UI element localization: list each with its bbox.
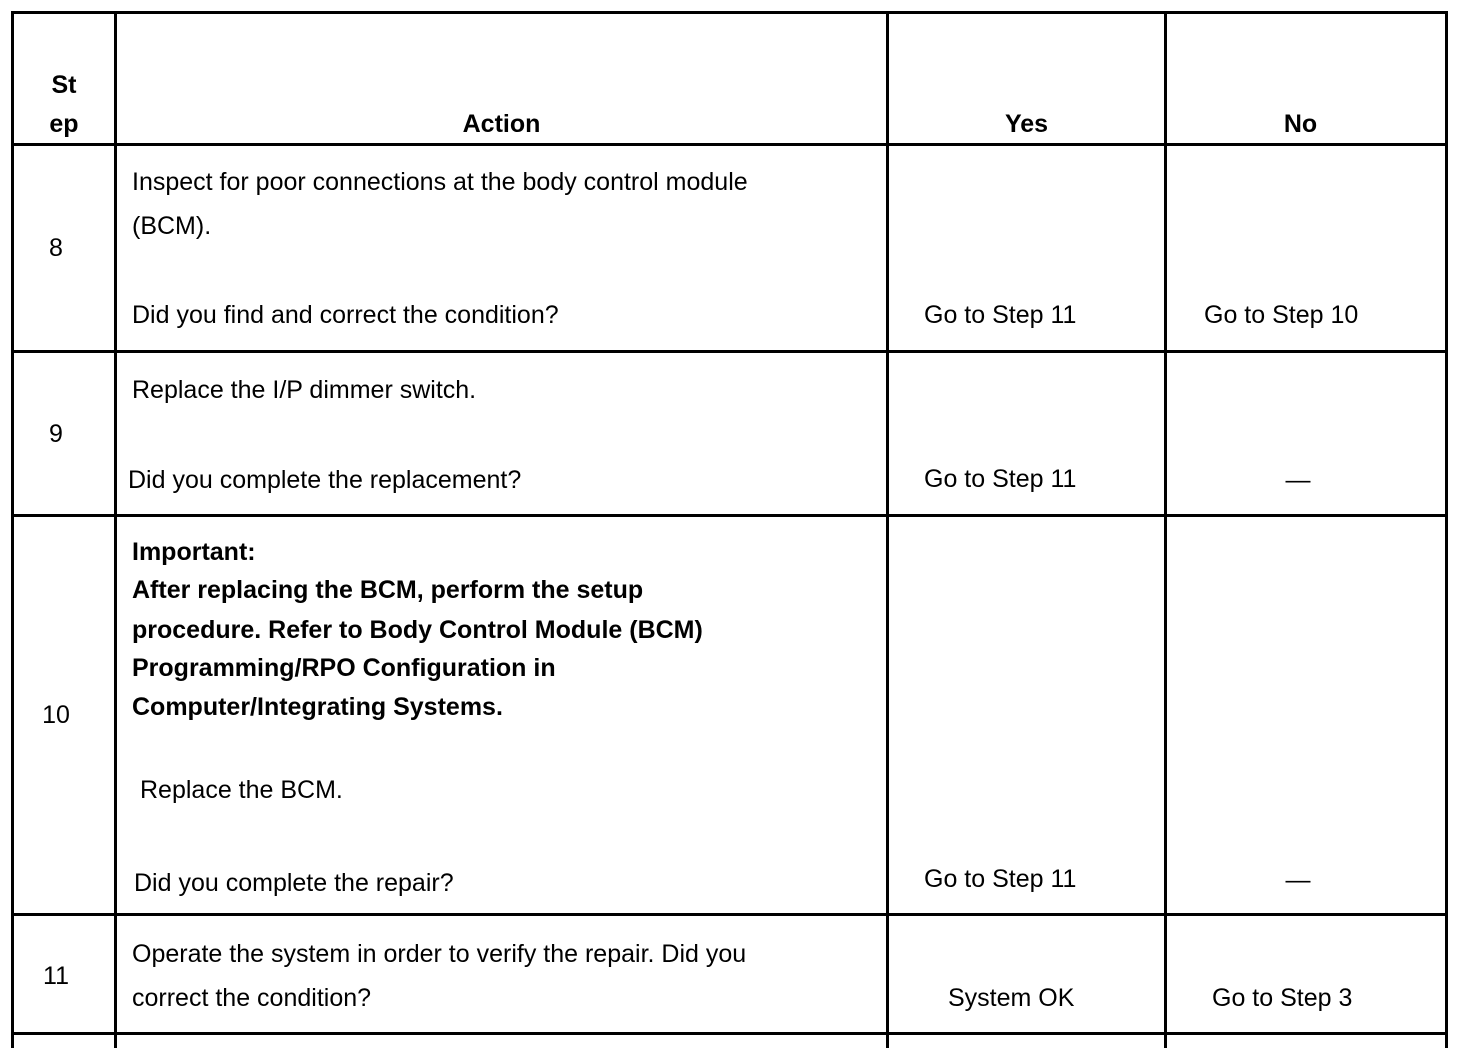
step-8-no: Go to Step 10 (1204, 301, 1359, 329)
step-10-important-line1: After replacing the BCM, perform the setup (132, 576, 644, 604)
step-8-action-line1: Inspect for poor connections at the body control module (132, 168, 748, 196)
step-10-action-line1: Replace the BCM. (140, 776, 343, 804)
step-9-no: — (1285, 466, 1311, 494)
step-10-number: 10 (42, 701, 70, 729)
row-divider-9 (11, 514, 1448, 517)
step-10-question: Did you complete the repair? (134, 869, 454, 897)
step-9-number: 9 (49, 420, 63, 448)
column-divider-action (886, 11, 889, 1048)
step-8-yes: Go to Step 11 (924, 301, 1077, 329)
header-step-line1: St (51, 71, 77, 99)
step-8-question: Did you find and correct the condition? (132, 301, 559, 329)
step-11-yes: System OK (948, 984, 1075, 1012)
step-11-number: 11 (43, 962, 69, 990)
step-10-important-line3: Programming/RPO Configuration in (132, 654, 556, 682)
header-action: Action (462, 110, 541, 138)
step-11-no: Go to Step 3 (1212, 984, 1353, 1012)
step-10-important-line4: Computer/Integrating Systems. (132, 693, 503, 721)
step-10-important-line2: procedure. Refer to Body Control Module (BCM) (132, 616, 703, 644)
step-9-question: Did you complete the replacement? (128, 466, 522, 494)
step-11-action-line1: Operate the system in order to verify the repair. Did you (132, 940, 747, 968)
header-no: No (1283, 110, 1318, 138)
step-10-no: — (1285, 866, 1311, 894)
step-8-action-line2: (BCM). (132, 212, 212, 240)
column-divider-step (114, 11, 117, 1048)
step-9-action-line1: Replace the I/P dimmer switch. (132, 376, 477, 404)
step-10-important-label: Important: (132, 538, 256, 566)
step-8-number: 8 (49, 234, 63, 262)
row-divider-8 (11, 350, 1448, 353)
row-divider-11 (11, 1032, 1448, 1035)
header-step-line2: ep (49, 110, 79, 138)
step-9-yes: Go to Step 11 (924, 465, 1077, 493)
step-10-yes: Go to Step 11 (924, 865, 1077, 893)
row-divider-header (11, 143, 1448, 146)
step-11-action-line2: correct the condition? (132, 984, 372, 1012)
row-divider-10 (11, 913, 1448, 916)
header-yes: Yes (1004, 110, 1049, 138)
